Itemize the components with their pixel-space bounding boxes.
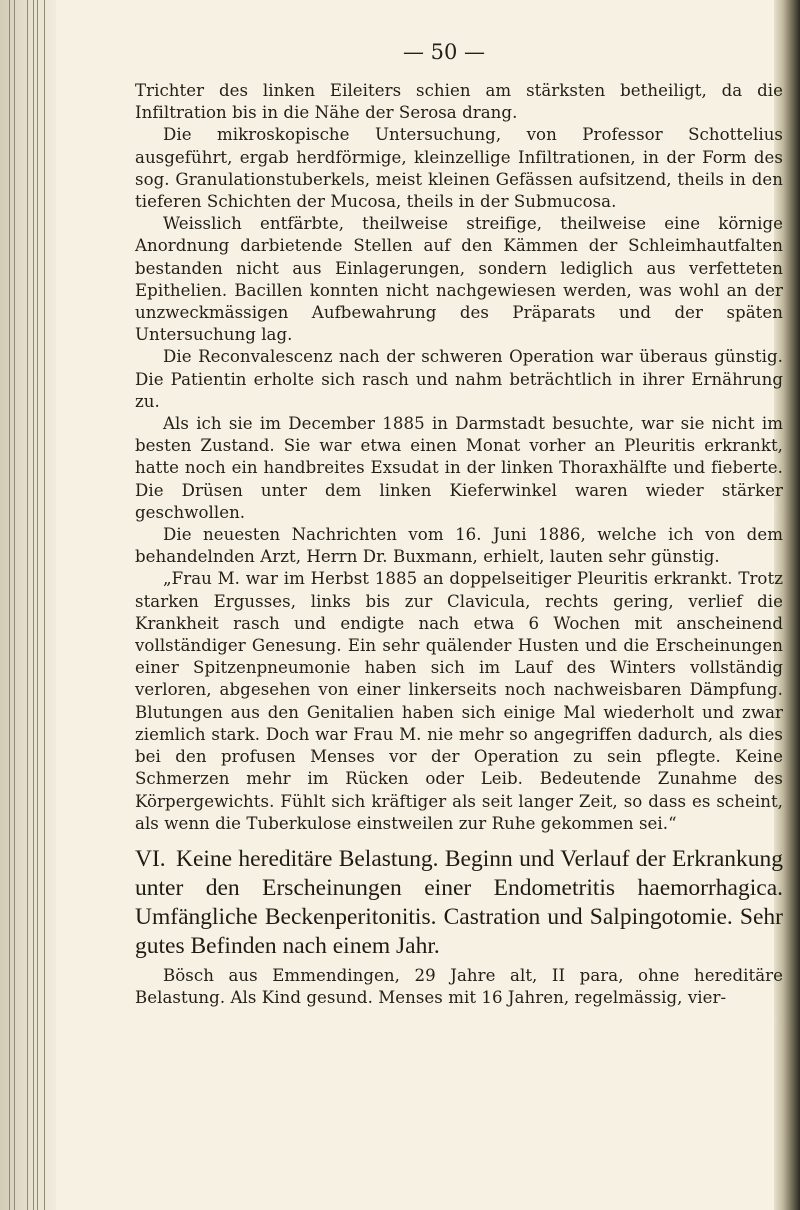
paragraph-7-quote: „Frau M. war im Herbst 1885 an doppelseitiger Pleuritis erkrankt. Trotz starken Ergusses, links bis zur Clavicula, rechts gering, verlief die Krankheit rasch und endigte nach etwa 6 Wochen mit anscheinend vollständiger Genesung. Ein sehr quälender Husten und die Erscheinungen einer Spitzenpneumonie haben sich im Lauf des Winters vollständig verloren, abgesehen von einer linkerseits noch nachweisbaren Dämpfung. Blutungen aus den Genitalien haben sich einige Mal wiederholt und zwar ziemlich stark. Doch war Frau M. nie mehr so angegriffen dadurch, als dies bei den profusen Menses vor der Operation zu sein pflegte. Keine Schmerzen mehr im Rücken oder Leib. Bedeutende Zunahme des Körpergewichts. Fühlt sich kräftiger als seit langer Zeit, so dass es scheint, als wenn die Tuberkulose einstweilen zur Ruhe gekommen sei.“ — [135, 569, 783, 833]
section-title: Keine hereditäre Belastung. Beginn und Verlauf der Erkrankung unter den Erscheinungen einer Endometritis haemorrhagica. Umfängliche Beckenperitonitis. Castration und Salpingotomie. Sehr gutes Befinden nach einem Jahr. — [135, 845, 783, 959]
paragraph-2: Die mikroskopische Untersuchung, von Professor Schottelius ausgeführt, ergab herdförmige, kleinzellige Infiltrationen, in der Form des sog. Granulationstuberkels, meist kleinen Gefässen aufsitzend, theils in den tieferen Schichten der Mucosa, theils in der Submucosa. — [135, 125, 783, 212]
paragraph-4: Die Reconvalescenz nach der schweren Operation war überaus günstig. Die Patientin erholte sich rasch und nahm beträchtlich in ihrer Ernährung zu. — [135, 347, 783, 411]
page-number: — 50 — — [402, 40, 486, 64]
paragraph-1: Trichter des linken Eileiters schien am stärksten betheiligt, da die Infiltration bis in die Nähe der Serosa drang. — [135, 81, 783, 123]
paragraph-3: Weisslich entfärbte, theilweise streifige, theilweise eine körnige Anordnung darbietende Stellen auf den Kämmen der Schleimhautfalten bestanden nicht aus Einlagerungen, sondern lediglich aus verfetteten Epithelien. Bacillen konnten nicht nachgewiesen werden, was wohl an der unzweckmässigen Aufbewahrung des Präparats und der späten Untersuchung lag. — [135, 214, 783, 345]
closing-paragraph: Bösch aus Emmendingen, 29 Jahre alt, II para, ohne hereditäre Belastung. Als Kind gesund. Menses mit 16 Jahren, regelmässig, vier- — [135, 965, 783, 1008]
section-heading — [135, 845, 783, 961]
book-binding-edge — [0, 0, 56, 1210]
paragraph-6: Die neuesten Nachrichten vom 16. Juni 1886, welche ich von dem behandelnden Arzt, Herrn Dr. Buxmann, erhielt, lauten sehr günstig. — [135, 525, 783, 567]
paragraph-5: Als ich sie im December 1885 in Darmstadt besuchte, war sie nicht im besten Zustand. Sie war etwa einen Monat vorher an Pleuritis erkrankt, hatte noch ein handbreites Exsudat in der linken Thoraxhälfte und fieberte. Die Drüsen unter dem linken Kieferwinkel waren wieder stärker geschwollen. — [135, 414, 783, 522]
section-number: VI. — [135, 845, 166, 872]
document-page — [135, 40, 783, 1009]
